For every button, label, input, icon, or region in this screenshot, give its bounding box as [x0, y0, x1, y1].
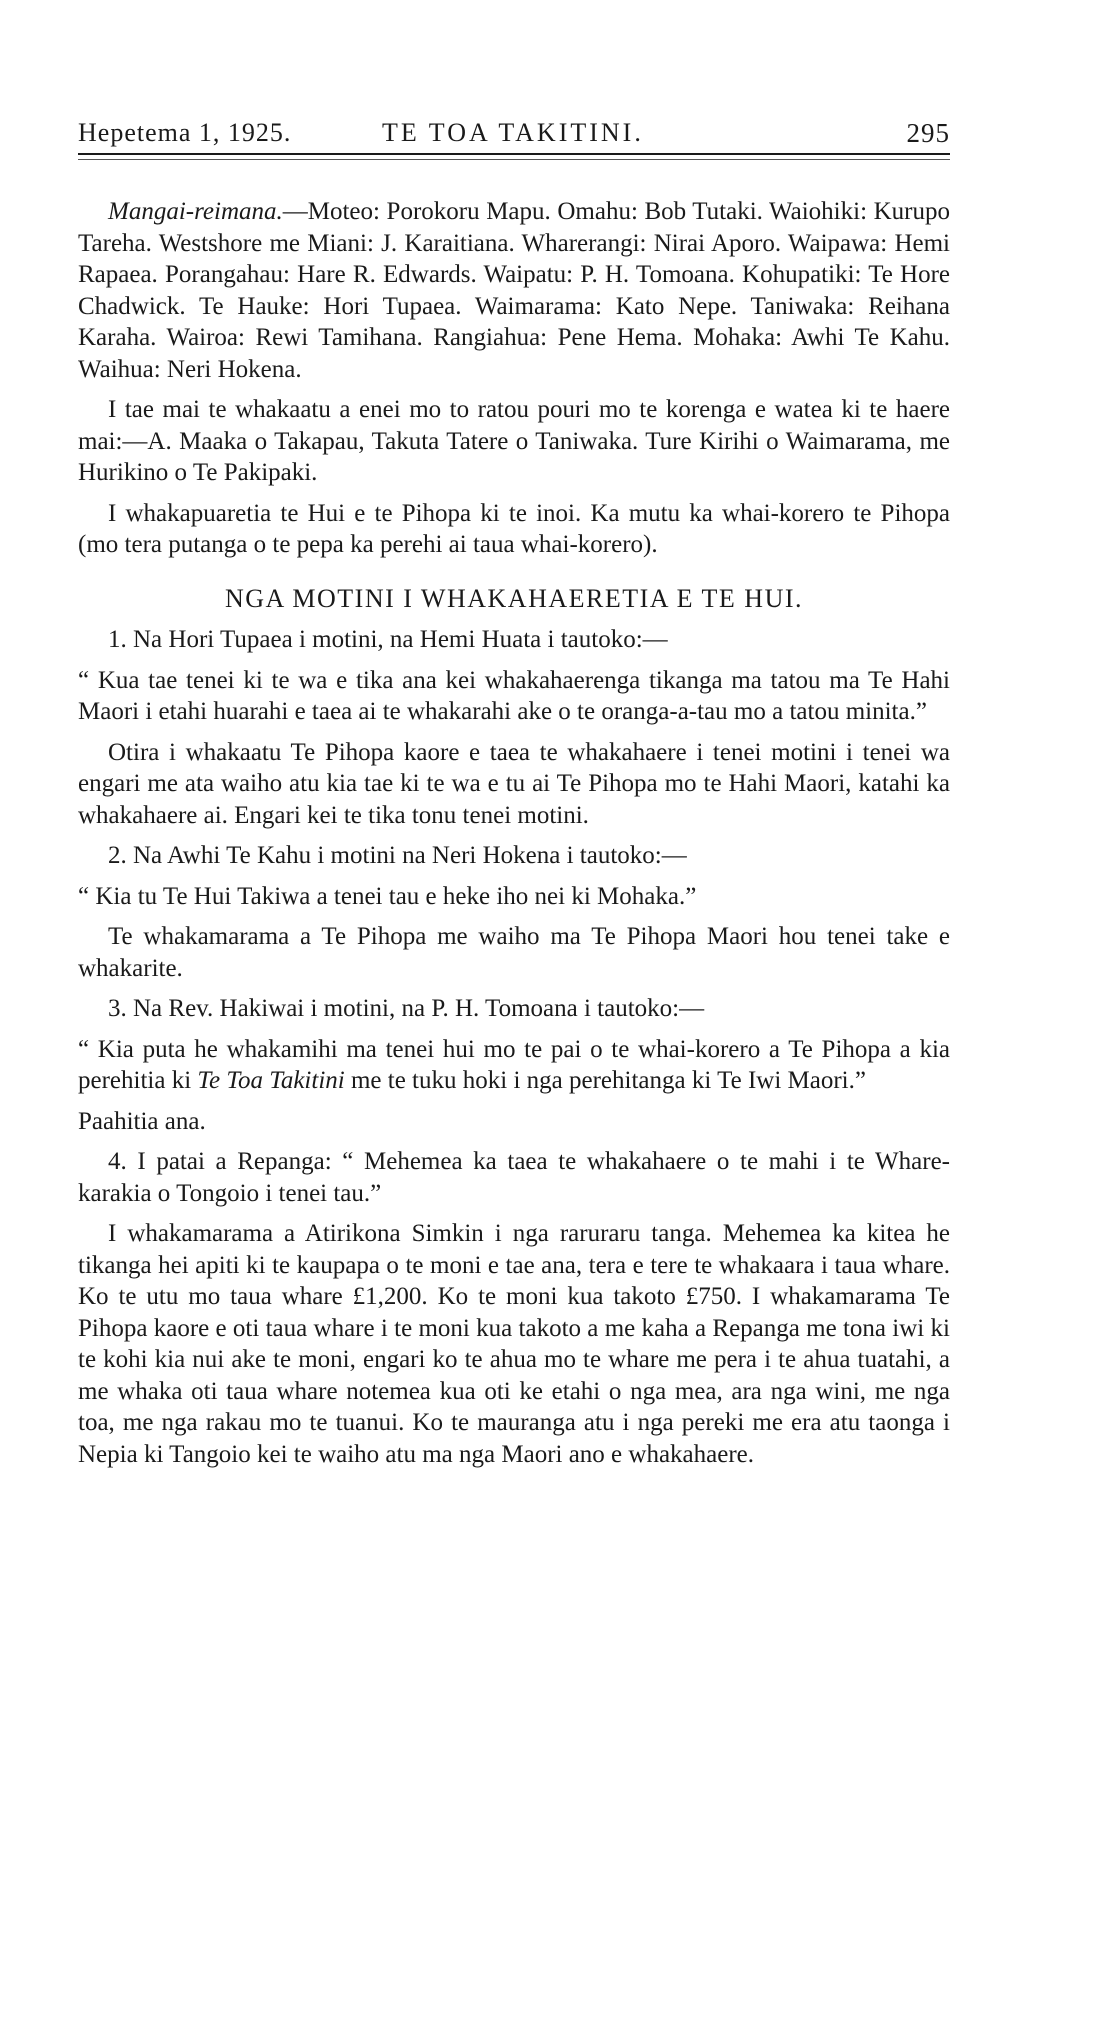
header-title: TE TOA TAKITINI. — [382, 118, 644, 147]
section-heading: NGA MOTINI I WHAKAHAERETIA E TE HUI. — [224, 583, 804, 613]
motion-4: 4. I patai a Repanga: “ Mehemea ka taea te whakahaere o te mahi i te Whare-karakia o Tongoio i tenei tau.” — [78, 1148, 950, 1207]
running-header — [78, 112, 950, 152]
motion-3-quote — [78, 1034, 950, 1097]
motion-1-quote: “ Kua tae tenei ki te wa e tika ana kei whakahaerenga tikanga ma tatou ma Te Hahi Maori i etahi huarahi e taea ai te whakarahi ake o te oranga-a-tau mo a tatou minita.” — [78, 666, 950, 725]
header-date: Hepetema 1, 1925. — [78, 118, 292, 147]
motion-1-note: Otira i whakaatu Te Pihopa kaore e taea te whakahaere i tenei motini i tenei wa engari me ata waiho atu kia tae ki te wa e tu ai Te Pihopa mo te Hahi Maori, katahi ka whakahaere ai. Engari kei te tika tonu tenei motini. — [78, 738, 950, 829]
paragraph-text: —Moteo: Porokoru Mapu. Omahu: Bob Tutaki. Waiohiki: Kurupo Tareha. Westshore me Miani: J. Karaitiana. Wharerangi: Nirai Aporo. Waipawa: Hemi Rapaea. Porangahau: Hare R. Edwards. Waipatu: P. H. Tomoana. Kohupatiki: Te Hore Chadwick. Te Hauke: Hori Tupaea. Waimarama: Kato Nepe. Taniwaka: Reihana Karaha. Wairoa: Rewi Tamihana. Rangiahua: Pene Hema. Mohaka: Awhi Te Kahu. Waihua: Neri Hokena. — [78, 198, 950, 383]
newspaper-title: Te Toa Takitini — [197, 1067, 345, 1094]
motion-2-note: Te whakamarama a Te Pihopa me waiho ma Te Pihopa Maori hou tenei take e whakarite. — [78, 923, 950, 982]
paragraph-apologies: I tae mai te whakaatu a enei mo to ratou pouri mo te korenga e watea ki te haere mai:—A. Maaka o Takapau, Takuta Tatere o Taniwaka. Ture Kirihi o Waimarama, me Hurikino o Te Pakipaki. — [78, 396, 950, 486]
article-body — [78, 196, 950, 1479]
paragraph-lead: Mangai-reimana. — [108, 198, 283, 225]
page-number: 295 — [906, 118, 950, 148]
motion-3-result: Paahitia ana. — [78, 1107, 206, 1135]
motion-3: 3. Na Rev. Hakiwai i motini, na P. H. Tomoana i tautoko:— — [108, 995, 705, 1022]
quote-part: “ Kia puta he whakamihi ma tenei hui mo te pai o te whai-korero a Te Pihopa a kia perehitia ki — [78, 1035, 950, 1094]
motion-2-quote: “ Kia tu Te Hui Takiwa a tenei tau e heke iho nei ki Mohaka.” — [78, 882, 697, 910]
quote-part: me te tuku hoki i nga perehitanga ki Te Iwi Maori.” — [344, 1067, 866, 1094]
paragraph-opening: I whakapuaretia te Hui e te Pihopa ki te inoi. Ka mutu ka whai-korero te Pihopa (mo tera putanga o te pepa ka perehi ai taua whai-korero). — [78, 499, 950, 558]
header-rule — [78, 153, 950, 155]
motion-4-answer: I whakamarama a Atirikona Simkin i nga raruraru tanga. Mehemea ka kitea he tikanga hei apiti ki te kaupapa o te moni e tae ana, tera e tere te whakaara i taua whare. Ko te utu mo taua whare £1,200. Ko te moni kua takoto £750. I whakamarama Te Pihopa kaore e oti taua whare i te moni kua takoto a me kaha a Repanga me tona iwi ki te kohi kia nui ake te moni, engari ko te ahua mo te whare me pera i te ahua tuatahi, a me whaka oti taua whare notemea kua oti ke etahi o nga mea, ara nga wini, me nga toa, me nga rakau mo te tuanui. Ko te mauranga atu i nga pereki me era atu taonga i Nepia ki Tangoio kei te waiho atu ma nga Maori ano e whakahaere. — [78, 1220, 950, 1468]
header-rule-thin — [78, 159, 950, 160]
motion-2: 2. Na Awhi Te Kahu i motini na Neri Hokena i tautoko:— — [108, 842, 687, 869]
motion-1: 1. Na Hori Tupaea i motini, na Hemi Huata i tautoko:— — [108, 626, 668, 653]
paragraph-mangai-reimana — [78, 196, 950, 385]
